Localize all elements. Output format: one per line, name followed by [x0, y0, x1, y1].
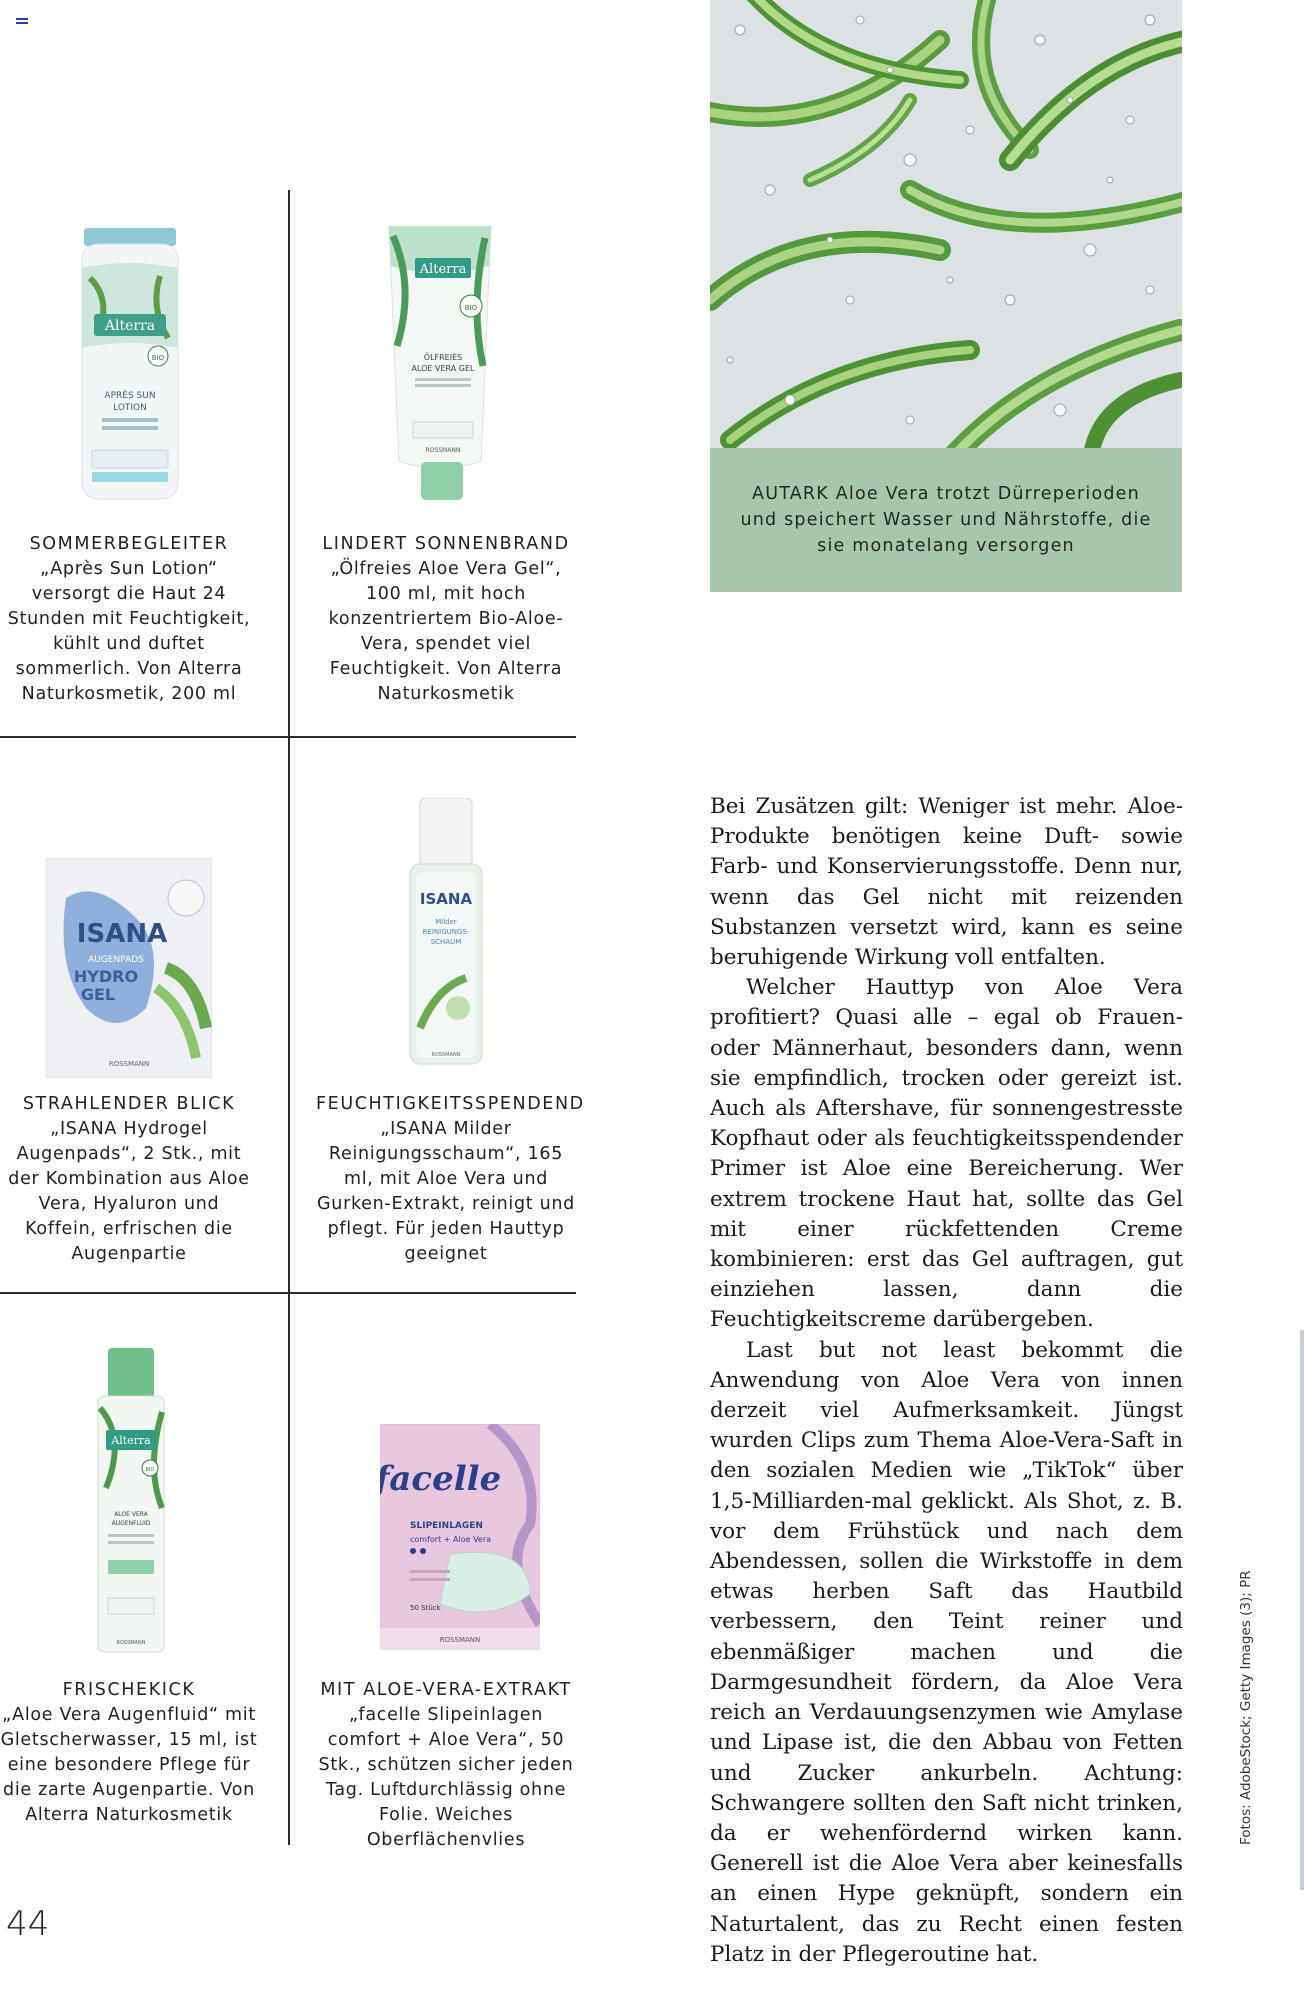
pack-line2-text: AUGENFLUID: [111, 1520, 151, 1527]
pack-line2-text: comfort + Aloe Vera: [410, 1535, 492, 1544]
grid-divider-horizontal: [0, 1292, 576, 1294]
page-number: 44: [6, 1904, 50, 1944]
caption-text: „facelle Slipeinlagen comfort + Aloe Vera“, 50 Stk., schützen sicher jeden Tag. Luftdurchlässig ohne Folie. Weiches Oberflächenvlies: [318, 1705, 574, 1850]
product-caption: [316, 1092, 585, 1267]
pack-retailer-text: ROSSMANN: [431, 1052, 461, 1058]
pack-line3-text: GEL: [80, 985, 116, 1004]
caption-text: „Après Sun Lotion“ versorgt die Haut 24 Stunden mit Feuchtigkeit, kühlt und duftet sommerlich. Von Alterra Naturkosmetik, 200 ml: [7, 559, 251, 704]
pack-line1-text: APRÈS SUN: [104, 391, 156, 401]
pack-seal-text: BIO: [151, 354, 165, 362]
caption-headline: FEUCHTIGKEITSSPENDEND: [316, 1094, 585, 1114]
product-caption: [0, 532, 258, 707]
article-paragraph: Last but not least bekommt die Anwendung von Aloe Vera von innen derzeit viel Aufmerksamkeit. Jüngst wurden Clips zum Thema Aloe-Vera-Saft in den sozialen Medien wie „TikTok“ über 1,5-Milliarden-mal geklickt. Als Shot, z. B. vor dem Frühstück und nach dem Abendessen, sollen die Wirkstoffe in dem etwas herben Saft das Hautbild verbessern, den Teint reiner und ebenmäßiger machen und die Darmgesundheit fördern, da Aloe Vera reich an Verdauungsenzymen wie Amylase und Lipase ist, die den Abbau von Fetten und Zucker ankurbeln. Achtung: Schwangere sollten den Saft nicht trinken, da er wehenfördernd wirken kann. Generell ist die Aloe Vera aber keinesfalls an einen Hype geknüpft, sondern ein Naturtalent, das zu Recht einen festen Platz in der Pflegeroutine hat.: [710, 1337, 1183, 1967]
caption-text: „ISANA Hydrogel Augenpads“, 2 Stk., mit der Kombination aus Aloe Vera, Hyaluron und Koffein, erfrischen die Augenpartie: [8, 1119, 250, 1264]
pack-line2-text: LOTION: [113, 403, 147, 413]
hero-aloe-image: [710, 0, 1182, 592]
caption-text: „Aloe Vera Augenfluid“ mit Gletscherwasser, 15 ml, ist eine besondere Pflege für die zarte Augenpartie. Von Alterra Naturkosmetik: [0, 1705, 258, 1825]
pack-brand-text: ISANA: [76, 919, 168, 949]
pack-retailer-text: ROSSMANN: [108, 1060, 150, 1068]
caption-text: „ISANA Milder Reinigungsschaum“, 165 ml, mit Aloe Vera und Gurken-Extrakt, reinigt und pflegt. Für jeden Hauttyp geeignet: [317, 1119, 575, 1264]
pack-brand-text: Alterra: [104, 318, 156, 334]
caption-headline: LINDERT SONNENBRAND: [322, 534, 570, 554]
grid-divider-horizontal: [0, 736, 576, 738]
pack-brand-text: ISANA: [419, 890, 473, 908]
pack-brand-text: Alterra: [419, 262, 467, 277]
article-paragraph: Welcher Hauttyp von Aloe Vera profitiert? Quasi alle – egal ob Frauen- oder Männerhaut, besonders dann, wenn sie empfindlich, trocken oder gereizt ist. Auch als Aftershave, für sonnengestresste Kopfhaut oder als feuchtigkeitsspendender Primer ist Aloe eine Bereicherung. Wer extrem trockene Haut hat, sollte das Gel mit einer rückfettenden Creme kombinieren: erst das Gel auftragen, gut einziehen lassen, dann die Feuchtigkeitscreme darübergeben.: [710, 975, 1183, 1333]
pack-line1-text: Milder: [435, 918, 457, 926]
product-image-aloe-vera-gel: [385, 226, 495, 505]
hero-caption-box: [710, 448, 1182, 592]
product-image-facelle-slipeinlagen: [380, 1424, 540, 1654]
pack-line1-text: ALOE VERA: [114, 1511, 148, 1518]
pack-line1-text: ÖLFREIES: [423, 353, 463, 362]
product-caption: [0, 1678, 258, 1828]
product-image-aloe-vera-augenfluid: [96, 1348, 166, 1658]
caption-headline: MIT ALOE-VERA-EXTRAKT: [320, 1680, 572, 1700]
caption-headline: STRAHLENDER BLICK: [22, 1094, 236, 1114]
product-image-isana-cleansing-foam: [406, 798, 486, 1070]
product-image-isana-hydrogel-pads: [46, 858, 212, 1082]
pack-seal-text: BIO: [145, 1467, 155, 1473]
section-marker-icon: [16, 18, 28, 28]
pack-retailer-text: ROSSMANN: [425, 447, 461, 454]
pack-brand-text: Alterra: [111, 1434, 151, 1447]
pack-retailer-text: ROSSMANN: [116, 1640, 146, 1646]
hero-caption-text: AUTARK Aloe Vera trotzt Dürreperioden und speichert Wasser und Nährstoffe, die sie monatelang versorgen: [740, 484, 1152, 556]
pack-line2-text: ALOE VERA GEL: [411, 364, 475, 373]
pack-line1-text: AUGENPADS: [88, 955, 144, 965]
pack-line1-text: SLIPEINLAGEN: [410, 1521, 483, 1531]
photo-credit: Fotos: AdobeStock; Getty Images (3); PR: [1238, 1570, 1254, 1845]
aloe-leaves-illustration: [710, 0, 1182, 448]
pack-line3-text: SCHAUM: [430, 938, 462, 946]
caption-text: „Ölfreies Aloe Vera Gel“, 100 ml, mit hoch konzentriertem Bio-Aloe-Vera, spendet viel Feuchtigkeit. Von Alterra Naturkosmetik: [328, 559, 564, 704]
grid-divider-vertical: [288, 190, 290, 1845]
pack-line2-text: REINIGUNGS-: [422, 928, 470, 936]
pack-seal-text: BIO: [464, 304, 478, 312]
pack-retailer-text: ROSSMANN: [439, 1636, 481, 1644]
product-caption: [316, 532, 576, 707]
product-caption: [0, 1092, 258, 1267]
pack-line2-text: HYDRO: [73, 967, 139, 986]
caption-headline: SOMMERBEGLEITER: [29, 534, 229, 554]
product-image-apres-sun-lotion: [80, 228, 180, 507]
pack-brand-text: facelle: [380, 1459, 502, 1499]
product-caption: [316, 1678, 576, 1853]
pack-count-text: 50 Stück: [410, 1604, 441, 1612]
article-body: [710, 792, 1183, 1970]
caption-headline: FRISCHEKICK: [62, 1680, 196, 1700]
page-edge-divider: [1300, 1330, 1304, 1890]
article-paragraph: Bei Zusätzen gilt: Weniger ist mehr. Aloe-Produkte benötigen keine Duft- sowie Farb- und Konservierungsstoffe. Denn nur, wenn das Gel nicht mit reizenden Substanzen versetzt wird, kann es seine beruhigende Wirkung voll entfalten.: [710, 794, 1183, 971]
